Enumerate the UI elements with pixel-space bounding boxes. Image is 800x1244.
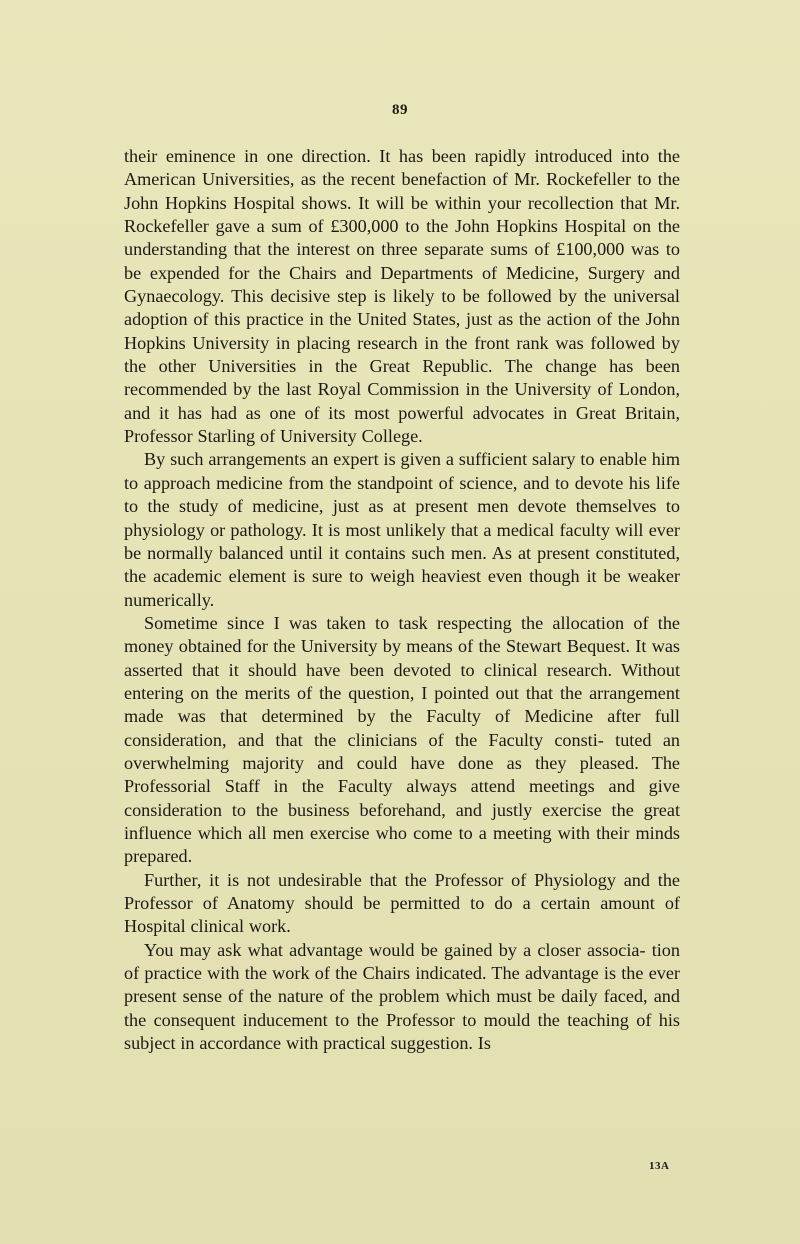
paragraph: Further, it is not undesirable that the Professor of Physiology and the Professor of Anatomy should be permitted to do a certain amount of Hospital clinical work. — [124, 869, 680, 937]
paragraph-continued: their eminence in one direction. It has been rapidly introduced into the American Universities, as the recent benefaction of Mr. Rockefeller to the John Hopkins Hospital shows. It will be within your recollection that Mr. Rockefeller gave a sum of £300,000 to the John Hopkins Hospital on the understanding that the interest on three separate sums of £100,000 was to be expended for the Chairs and Departments of Medicine, Surgery and Gynaecology. This decisive step is likely to be followed by the universal adoption of this practice in the United States, just as the action of the John Hopkins University in placing research in the front rank was followed by the other Universities in the Great Republic. The change has been recommended by the last Royal Commission in the University of London, and it has had as one of its most powerful advocates in Great Britain, Professor Starling of University College. — [124, 146, 680, 447]
page-number: 89 — [392, 102, 408, 118]
signature-mark: 13A — [649, 1160, 670, 1172]
paragraph: By such arrangements an expert is given a sufficient salary to enable him to approach medicine from the standpoint of science, and to devote his life to the study of medicine, just as at present men devote themselves to physiology or pathology. It is most unlikely that a medical faculty will ever be normally balanced until it contains such men. As at present constituted, the academic element is sure to weigh heaviest even though it be weaker numerically. — [124, 449, 680, 610]
body-text — [124, 145, 680, 1055]
paragraph: Sometime since I was taken to task respecting the allocation of the money obtained for the University by means of the Stewart Bequest. It was asserted that it should have been devoted to clinical research. Without entering on the merits of the question, I pointed out that the arrangement made was that determined by the Faculty of Medicine after full consideration, and that the clinicians of the Faculty consti- tuted an overwhelming majority and could have done as they pleased. The Professorial Staff in the Faculty always attend meetings and give consideration to the business beforehand, and justly exercise the great influence which all men exercise who come to a meeting with their minds prepared. — [124, 612, 680, 867]
paragraph: You may ask what advantage would be gained by a closer associa- tion of practice with the work of the Chairs indicated. The advantage is the ever present sense of the nature of the problem which must be daily faced, and the consequent inducement to the Professor to mould the teaching of his subject in accordance with practical suggestion. Is — [124, 939, 680, 1054]
